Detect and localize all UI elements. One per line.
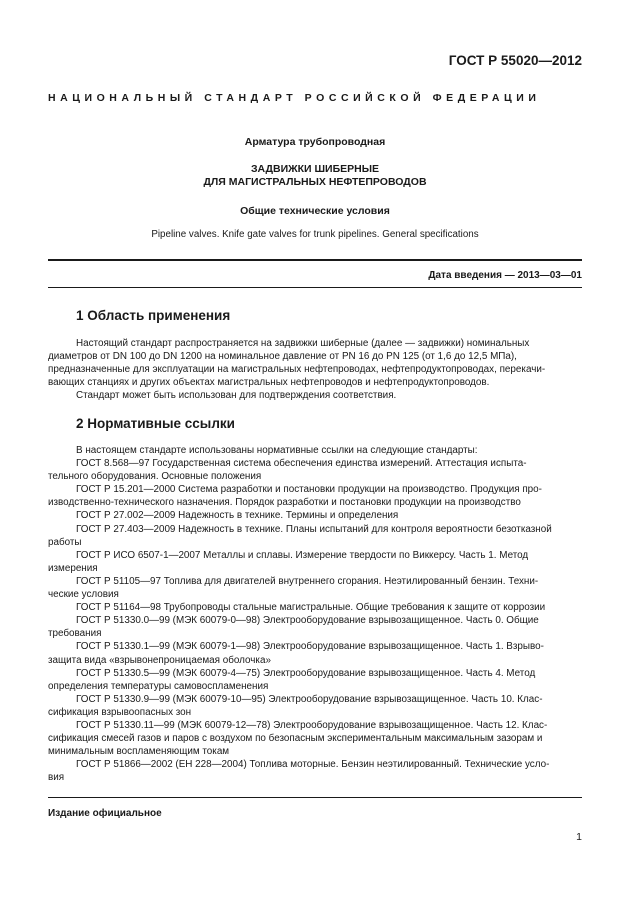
text-line: ГОСТ Р 51164—98 Трубопроводы стальные магистральные. Общие требования к защите от коррозии	[76, 602, 546, 614]
section-1-body	[48, 337, 582, 402]
text-line: сификация смесей газов и паров с воздухом по безопасным экспериментальным максимальным зазорам и	[48, 733, 543, 745]
text-line: ГОСТ Р 27.002—2009 Надежность в технике. Термины и определения	[76, 510, 399, 522]
text-line: ческие условия	[48, 589, 119, 601]
header-divider-thick	[48, 259, 582, 261]
standard-title-line2: ДЛЯ МАГИСТРАЛЬНЫХ НЕФТЕПРОВОДОВ	[203, 176, 427, 188]
text-line: минимальным воспламеняющим токам	[48, 746, 230, 758]
text-line: ГОСТ Р 51866—2002 (ЕН 228—2004) Топлива моторные. Бензин неэтилированный. Технические усло-	[76, 759, 550, 771]
text-line: ГОСТ Р ИСО 6507-1—2007 Металлы и сплавы. Измерение твердости по Виккерсу. Часть 1. Метод	[76, 549, 529, 561]
section-2-body	[48, 444, 582, 784]
text-line: Стандарт может быть использован для подтверждения соответствия.	[76, 390, 397, 402]
text-line: ГОСТ Р 51330.1—99 (МЭК 60079-1—98) Электрооборудование взрывозащищенное. Часть 1. Взрыво-	[76, 641, 544, 653]
text-line: изводственно-технического назначения. Порядок разработки и постановки продукции на производство	[48, 497, 521, 509]
text-line: ГОСТ 8.568—97 Государственная система обеспечения единства измерений. Аттестация испыта-	[76, 458, 527, 470]
section-1-heading: 1 Область применения	[76, 308, 231, 323]
page-number: 1	[576, 831, 582, 843]
text-line: требования	[48, 628, 102, 640]
text-line: тельного оборудования. Основные положения	[48, 471, 262, 483]
text-line: диаметров от DN 100 до DN 1200 на номинальное давление от PN 16 до PN 125 (от 1,6 до 12,5 МПа),	[48, 351, 517, 363]
text-line: измерения	[48, 562, 98, 574]
standard-title	[48, 163, 582, 189]
text-line: предназначенные для эксплуатации на магистральных нефтепроводах, нефтепродуктопроводах, перекачи-	[48, 364, 546, 376]
standard-title-line1: ЗАДВИЖКИ ШИБЕРНЫЕ	[250, 163, 380, 175]
text-line: ГОСТ Р 51330.5—99 (МЭК 60079-4—75) Электрооборудование взрывозащищенное. Часть 4. Метод	[76, 667, 536, 679]
national-standard-banner: НАЦИОНАЛЬНЫЙ СТАНДАРТ РОССИЙСКОЙ ФЕДЕРАЦИИ	[48, 92, 541, 104]
text-line: ГОСТ Р 51330.11—99 (МЭК 60079-12—78) Электрооборудование взрывозащищенное. Часть 12. Клас-	[76, 719, 548, 731]
standard-category: Арматура трубопроводная	[244, 136, 386, 148]
introduction-date: Дата введения — 2013—03—01	[428, 270, 582, 281]
text-line: ГОСТ Р 15.201—2000 Система разработки и постановки продукции на производство. Продукция про-	[76, 484, 542, 496]
header-divider-thin	[48, 287, 582, 288]
document-number: ГОСТ Р 55020—2012	[448, 53, 582, 68]
text-line: вающих станциях и других объектах магистральных нефтепроводов и нефтепродуктопроводов.	[48, 377, 490, 389]
standard-subtitle: Общие технические условия	[240, 205, 390, 217]
text-line: ГОСТ Р 51330.9—99 (МЭК 60079-10—95) Электрооборудование взрывозащищенное. Часть 10. Клас-	[76, 693, 543, 705]
text-line: ГОСТ Р 51105—97 Топлива для двигателей внутреннего сгорания. Неэтилированный бензин. Техни-	[76, 575, 539, 587]
english-title: Pipeline valves. Knife gate valves for trunk pipelines. General specifications	[151, 229, 479, 240]
text-line: ГОСТ Р 27.403—2009 Надежность в технике. Планы испытаний для контроля вероятности безотказной	[76, 523, 552, 535]
section-2-heading: 2 Нормативные ссылки	[76, 416, 235, 431]
footer-divider	[48, 797, 582, 798]
text-line: вия	[48, 772, 65, 784]
text-line: ГОСТ Р 51330.0—99 (МЭК 60079-0—98) Электрооборудование взрывозащищенное. Часть 0. Общие	[76, 615, 539, 627]
text-line: работы	[48, 536, 82, 548]
text-line: защита вида «взрывонепроницаемая оболочка»	[48, 654, 271, 666]
text-line: сификация взрывоопасных зон	[48, 706, 192, 718]
text-line: Настоящий стандарт распространяется на задвижки шиберные (далее — задвижки) номинальных	[76, 338, 530, 349]
official-edition-label: Издание официальное	[48, 808, 162, 819]
text-line: В настоящем стандарте использованы нормативные ссылки на следующие стандарты:	[76, 445, 478, 456]
text-line: определения температуры самовоспламенения	[48, 680, 269, 692]
